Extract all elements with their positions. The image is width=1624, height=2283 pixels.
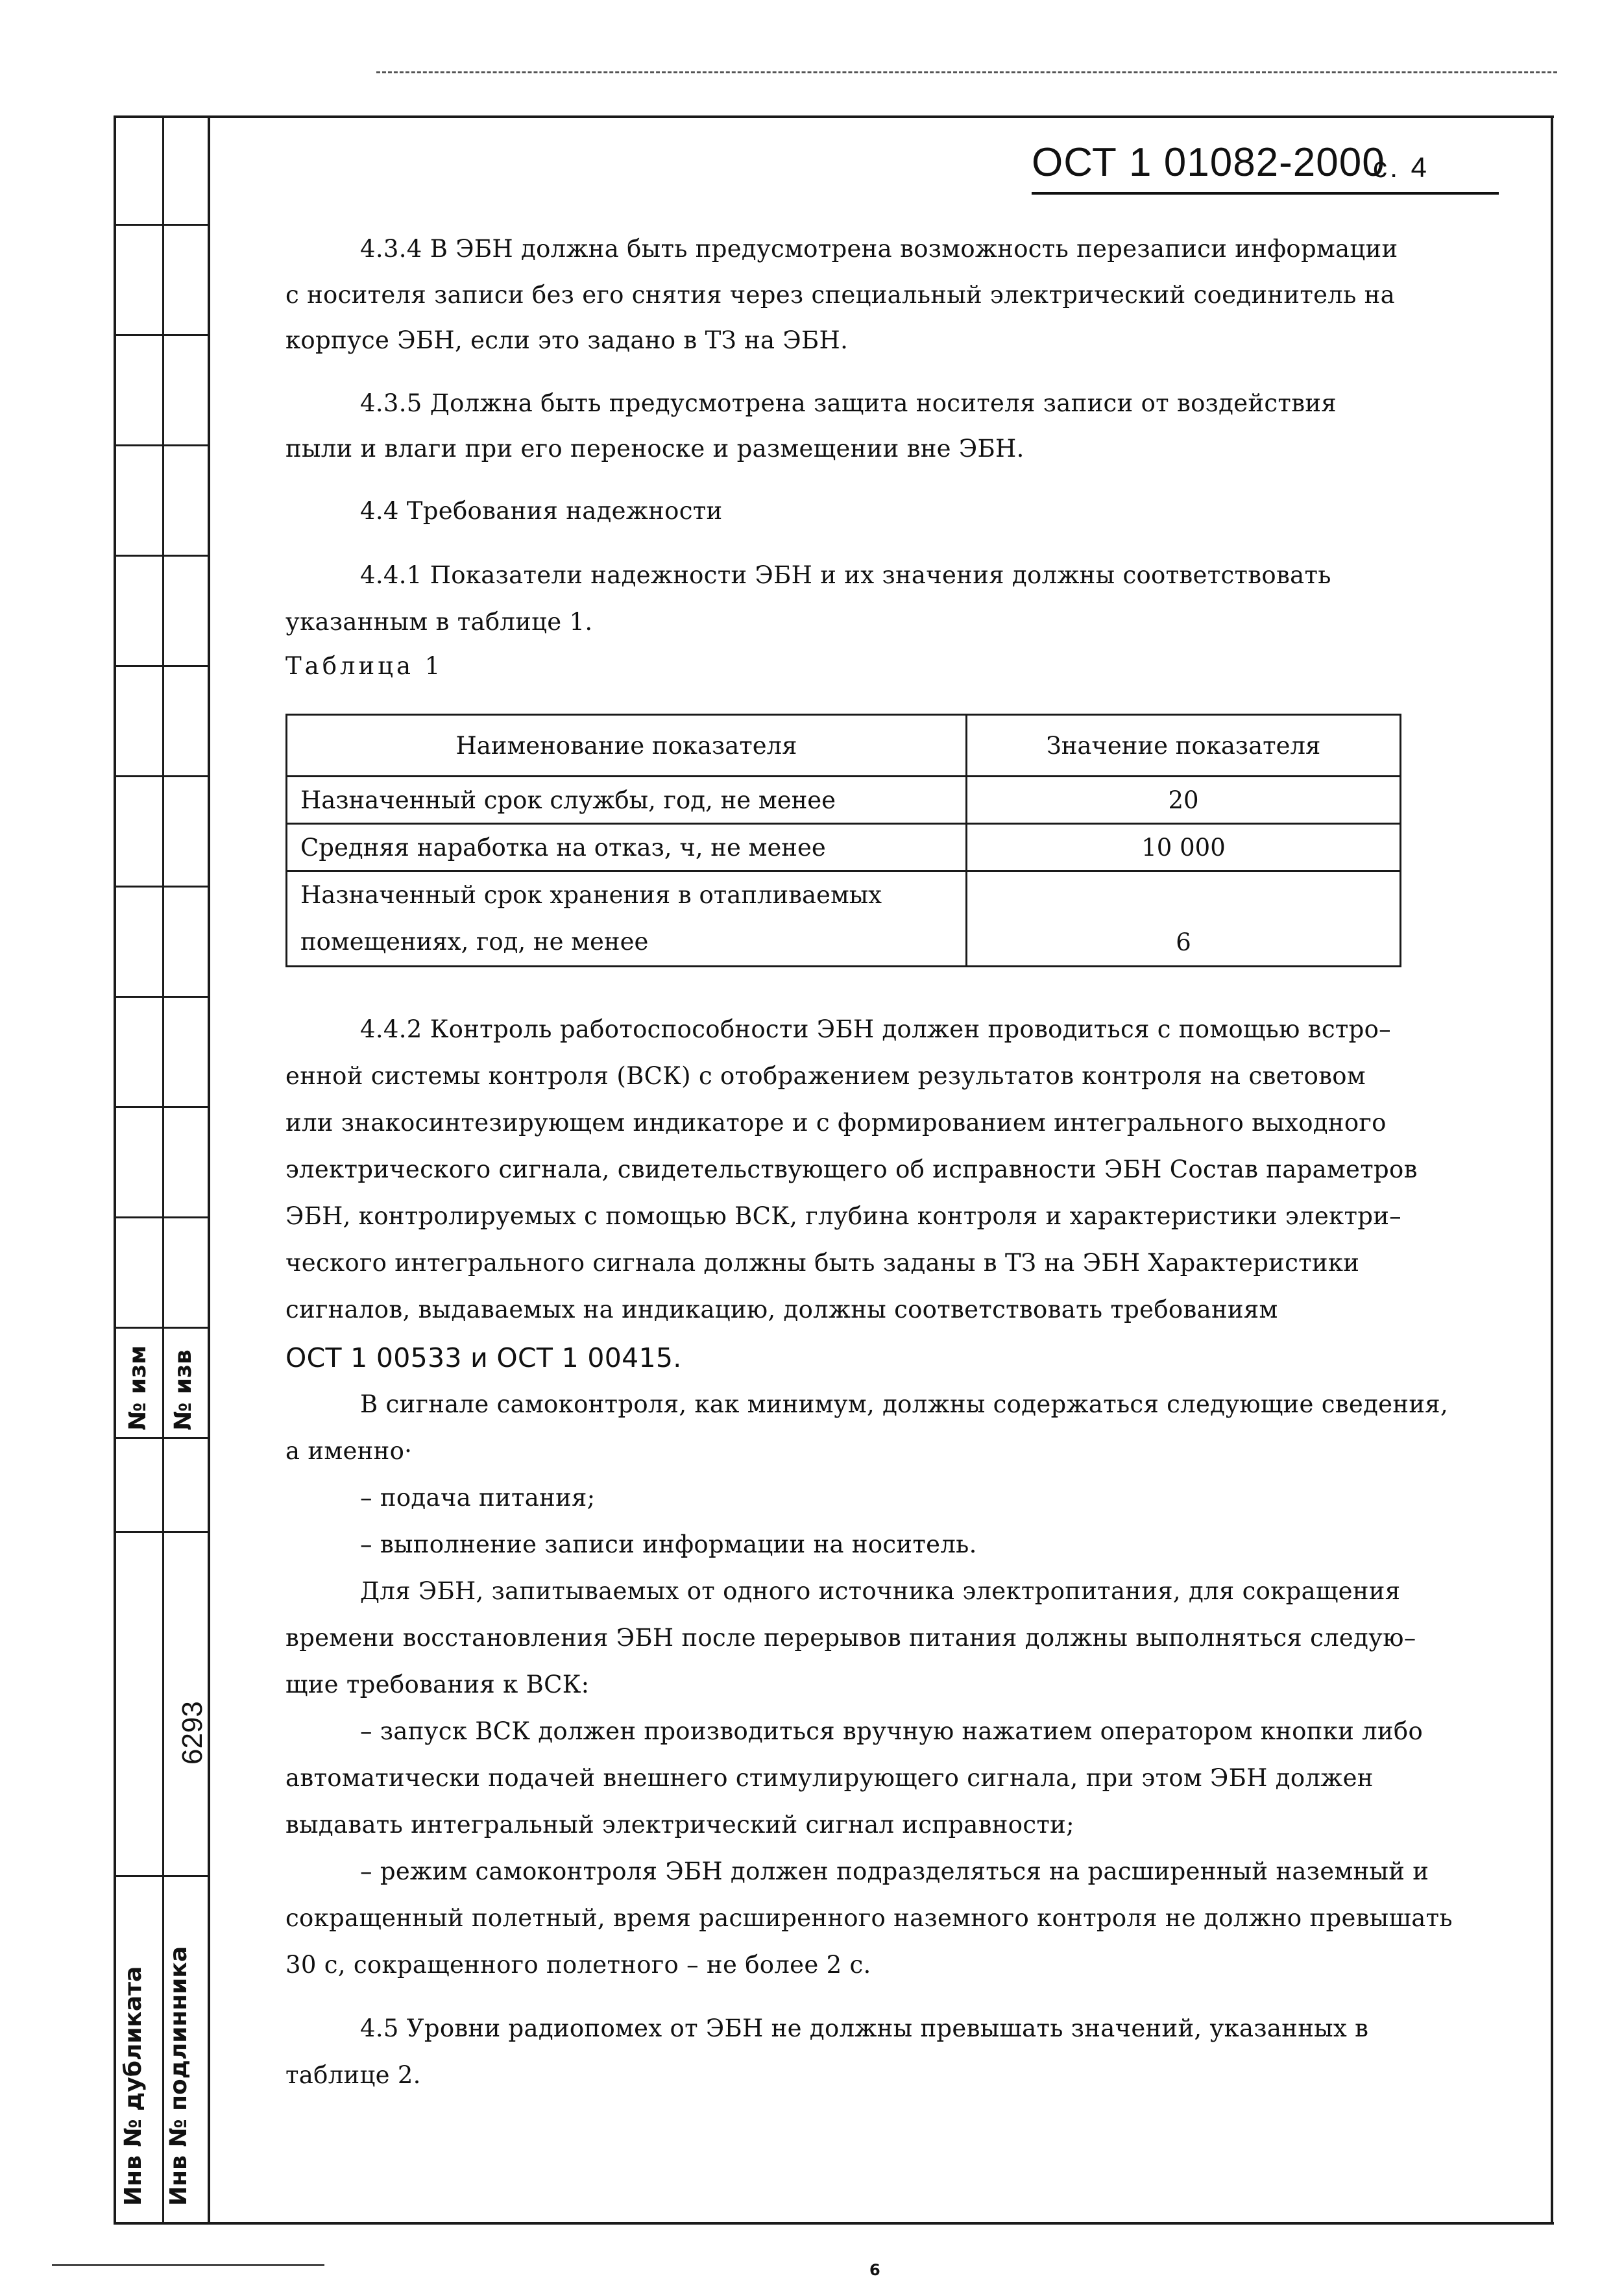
list-item: – запуск ВСК должен производиться вручную нажатием оператором кнопки либо	[360, 1717, 1424, 1745]
paragraph-line: таблице 2.	[285, 2061, 421, 2089]
stamp-col-divider	[162, 115, 164, 2224]
paragraph-line: выдавать интегральный электрический сигнал исправности;	[285, 1811, 1074, 1839]
paragraph-line: указанным в таблице 1.	[285, 608, 593, 636]
paragraph-line: ческого интегрального сигнала должны быть заданы в ТЗ на ЭБН Характеристики	[285, 1249, 1360, 1277]
paragraph-line: или знакосинтезирующем индикаторе и с формированием интегрального выходного	[285, 1109, 1387, 1137]
paragraph-line: корпусе ЭБН, если это задано в ТЗ на ЭБН.	[285, 326, 849, 354]
paragraph-line: ОСТ 1 00533 и ОСТ 1 00415.	[285, 1342, 682, 1373]
paragraph-line: 4.3.4 В ЭБН должна быть предусмотрена возможность перезаписи информации	[360, 235, 1398, 263]
table-row	[287, 824, 1401, 871]
paragraph-line: сокращенный полетный, время расширенного наземного контроля не должно превышать	[285, 1904, 1453, 1932]
paragraph-line: 4.4.1 Показатели надежности ЭБН и их значения должны соответствовать	[360, 561, 1331, 589]
stamp-row	[114, 1437, 210, 1439]
paragraph-line: щие требования к ВСК:	[285, 1671, 590, 1698]
stamp-izm-label: № изм	[125, 1345, 151, 1431]
stamp-izv-label: № изв	[170, 1349, 197, 1431]
paragraph-line: 4.4.2 Контроль работоспособности ЭБН должен проводиться с помощью встро–	[360, 1015, 1391, 1043]
header-underline	[1032, 192, 1499, 195]
paragraph-line: электрического сигнала, свидетельствующего об исправности ЭБН Состав параметров	[285, 1155, 1418, 1183]
stamp-row	[114, 775, 210, 777]
stamp-podlinnik-label: Инв № подлинника	[165, 1946, 192, 2206]
frame-inner-left	[208, 115, 210, 2224]
paragraph-line: с носителя записи без его снятия через специальный электрический соединитель на	[285, 281, 1395, 309]
stamp-row	[114, 224, 210, 226]
stamp-row	[114, 665, 210, 667]
list-item: – режим самоконтроля ЭБН должен подразделяться на расширенный наземный и	[360, 1857, 1429, 1885]
table-cell-name-line: помещениях, год, не менее	[300, 928, 649, 956]
section-heading: 4.4 Требования надежности	[360, 497, 723, 525]
stamp-row	[114, 996, 210, 998]
stamp-row	[114, 1875, 210, 1877]
stamp-dublikat-label: Инв № дубликата	[120, 1966, 147, 2206]
table-header-name: Наименование показателя	[287, 715, 967, 777]
stamp-inv-number: 6293	[176, 1701, 208, 1765]
footer-number: 6	[869, 2261, 880, 2279]
table-caption: Таблица 1	[285, 652, 444, 680]
frame-left	[114, 115, 116, 2224]
table-cell-value: 10 000	[967, 824, 1401, 871]
table-row	[287, 777, 1401, 824]
table-header-value: Значение показателя	[967, 715, 1401, 777]
paragraph-line: В сигнале самоконтроля, как минимум, должны содержаться следующие сведения,	[360, 1390, 1449, 1418]
list-item: – подача питания;	[360, 1484, 596, 1512]
table-cell-name-line: Назначенный срок хранения в отапливаемых	[300, 881, 882, 909]
table-cell-name: Назначенный срок службы, год, не менее	[287, 777, 967, 824]
stamp-row	[114, 334, 210, 336]
paragraph-line: 30 с, сокращенного полетного – не более 2 с.	[285, 1951, 871, 1979]
paragraph-line: Для ЭБН, запитываемых от одного источника электропитания, для сокращения	[360, 1577, 1401, 1605]
table-1	[285, 714, 1401, 967]
stamp-row	[114, 555, 210, 557]
table-cell-value: 6	[967, 871, 1401, 967]
page-number-label: с. 4	[1373, 152, 1429, 184]
document-code: ОСТ 1 01082-2000	[1032, 140, 1385, 185]
paragraph-line: времени восстановления ЭБН после перерывов питания должны выполняться следую–	[285, 1624, 1416, 1652]
table-cell-name: Средняя наработка на отказ, ч, не менее	[287, 824, 967, 871]
paragraph-line: а именно·	[285, 1437, 413, 1465]
stamp-row	[114, 1327, 210, 1329]
frame-bottom	[114, 2222, 1554, 2225]
table-header-row	[287, 715, 1401, 777]
stamp-row	[114, 1216, 210, 1218]
stamp-row	[114, 444, 210, 446]
paragraph-line: сигналов, выдаваемых на индикацию, должны соответствовать требованиям	[285, 1296, 1278, 1323]
paragraph-line: пыли и влаги при его переноске и размещении вне ЭБН.	[285, 435, 1024, 463]
bottom-left-line	[52, 2264, 324, 2266]
top-dashed-line	[376, 71, 1557, 73]
paragraph-line: 4.5 Уровни радиопомех от ЭБН не должны превышать значений, указанных в	[360, 2014, 1369, 2042]
table-cell-value: 20	[967, 777, 1401, 824]
paragraph-line: 4.3.5 Должна быть предусмотрена защита носителя записи от воздействия	[360, 389, 1337, 417]
frame-top	[114, 115, 1554, 118]
frame-right	[1551, 115, 1553, 2224]
paragraph-line: автоматически подачей внешнего стимулирующего сигнала, при этом ЭБН должен	[285, 1764, 1374, 1792]
list-item: – выполнение записи информации на носитель.	[360, 1530, 977, 1558]
table-row	[287, 871, 1401, 967]
table-cell-name	[287, 871, 967, 967]
paragraph-line: енной системы контроля (ВСК) с отображением результатов контроля на световом	[285, 1062, 1366, 1090]
stamp-row	[114, 886, 210, 888]
stamp-row	[114, 1106, 210, 1108]
paragraph-line: ЭБН, контролируемых с помощью ВСК, глубина контроля и характеристики электри–	[285, 1202, 1401, 1230]
stamp-row	[114, 1531, 210, 1533]
